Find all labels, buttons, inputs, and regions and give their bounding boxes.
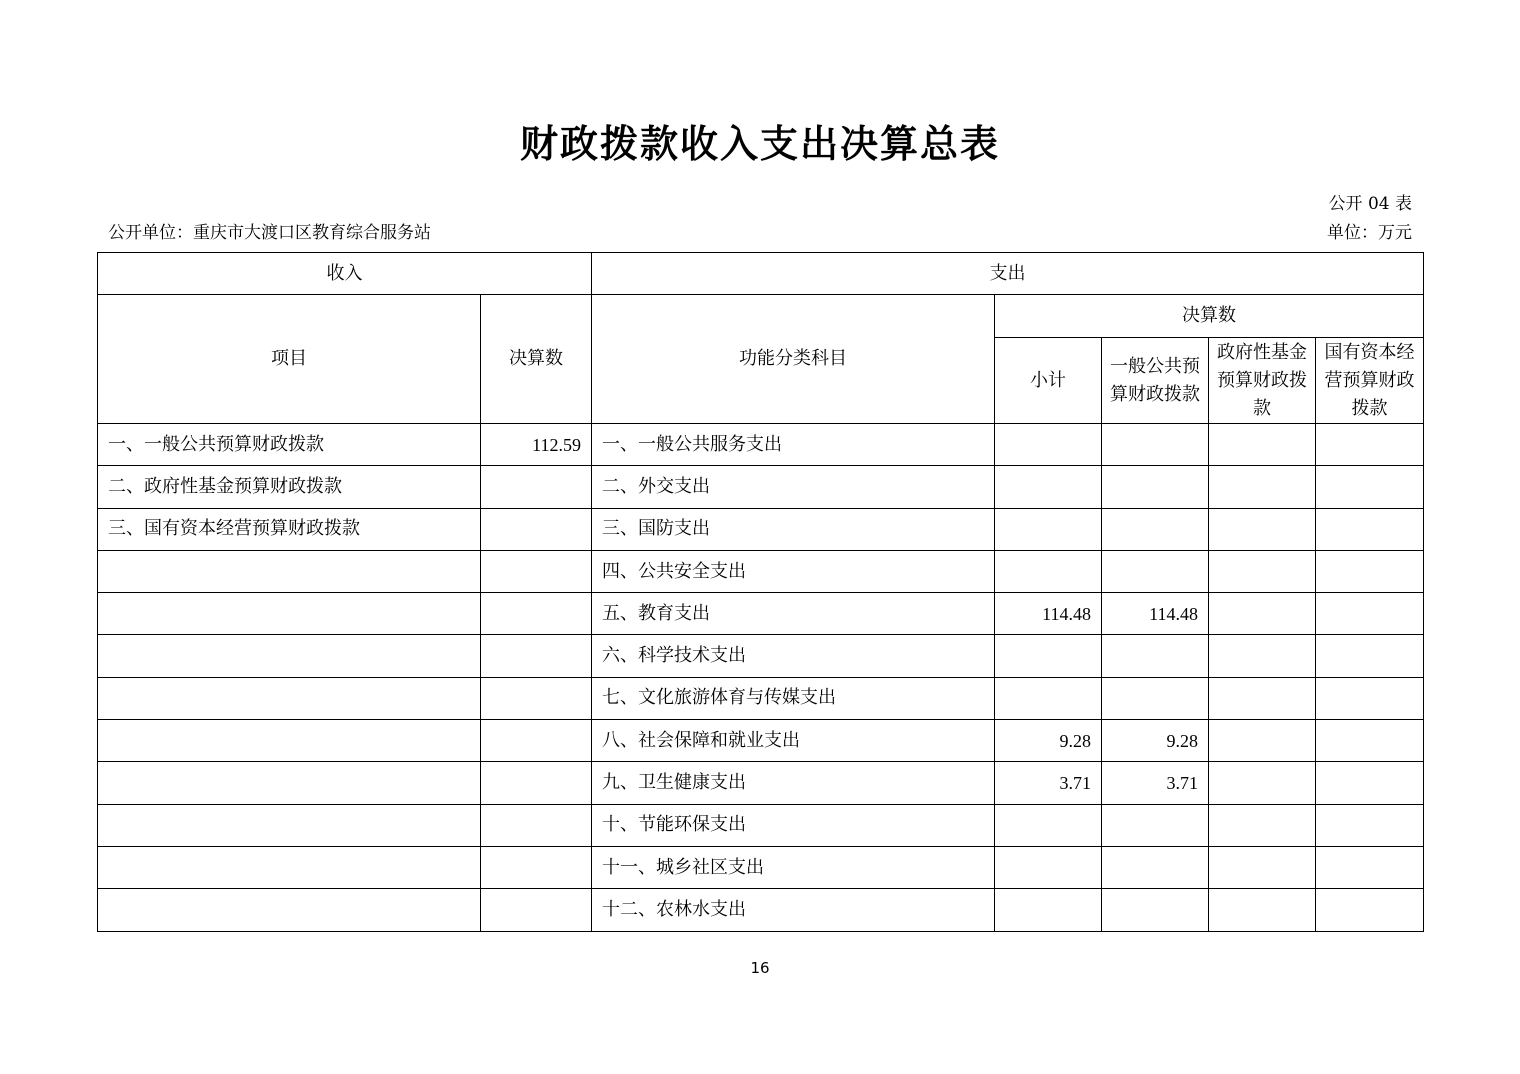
table-body [98,424,1424,932]
table-row [98,762,1424,804]
income-amount-cell [481,720,592,762]
general-budget-cell [1102,424,1209,466]
publishing-unit: 公开单位：重庆市大渡口区教育综合服务站 [108,223,431,243]
income-item-cell [98,762,481,804]
general-budget-cell [1102,677,1209,719]
gov-fund-cell [1209,508,1316,550]
table-row [98,550,1424,592]
expense-item-cell: 十、节能环保支出 [592,804,995,846]
gov-fund-cell [1209,720,1316,762]
general-budget-cell [1102,804,1209,846]
income-item-cell: 二、政府性基金预算财政拨款 [98,466,481,508]
income-item-cell [98,889,481,931]
general-budget-cell [1102,846,1209,888]
income-item-cell: 三、国有资本经营预算财政拨款 [98,508,481,550]
general-budget-cell [1102,889,1209,931]
gov-fund-header: 政府性基金预算财政拨款 [1209,338,1316,424]
expense-item-cell: 七、文化旅游体育与传媒支出 [592,677,995,719]
general-budget-cell [1102,466,1209,508]
table-row [98,424,1424,466]
state-capital-cell [1316,508,1424,550]
table-row [98,846,1424,888]
subtotal-cell [995,635,1102,677]
income-amount-cell [481,635,592,677]
general-budget-cell: 9.28 [1102,720,1209,762]
income-amount-cell [481,677,592,719]
income-amount-cell: 112.59 [481,424,592,466]
state-capital-cell [1316,677,1424,719]
state-capital-cell [1316,846,1424,888]
state-capital-cell [1316,424,1424,466]
subtotal-cell [995,424,1102,466]
expense-final-header: 决算数 [995,295,1424,338]
state-capital-cell [1316,593,1424,635]
gov-fund-cell [1209,635,1316,677]
gov-fund-cell [1209,677,1316,719]
expense-item-cell: 五、教育支出 [592,593,995,635]
form-number: 公开 04 表 [1328,194,1412,214]
subtotal-cell: 3.71 [995,762,1102,804]
income-item-cell [98,846,481,888]
gov-fund-cell [1209,804,1316,846]
subtotal-cell: 114.48 [995,593,1102,635]
general-budget-header: 一般公共预算财政拨款 [1102,338,1209,424]
gov-fund-cell [1209,593,1316,635]
table-row [98,677,1424,719]
expense-item-cell: 九、卫生健康支出 [592,762,995,804]
gov-fund-cell [1209,424,1316,466]
income-amount-cell [481,762,592,804]
income-amount-cell [481,889,592,931]
state-capital-cell [1316,550,1424,592]
state-capital-cell [1316,889,1424,931]
page-number: 16 [750,959,770,977]
table-row [98,889,1424,931]
income-amount-cell [481,593,592,635]
table-row [98,508,1424,550]
subtotal-cell [995,550,1102,592]
income-amount-cell [481,466,592,508]
table-row [98,804,1424,846]
expense-header: 支出 [592,253,1424,295]
table-row [98,593,1424,635]
subtotal-cell: 9.28 [995,720,1102,762]
subtotal-cell [995,508,1102,550]
subtotal-cell [995,889,1102,931]
gov-fund-cell [1209,550,1316,592]
subtotal-cell [995,466,1102,508]
subtotal-header: 小计 [995,338,1102,424]
gov-fund-cell [1209,889,1316,931]
gov-fund-cell [1209,846,1316,888]
income-amount-header: 决算数 [481,295,592,424]
expense-item-cell: 六、科学技术支出 [592,635,995,677]
general-budget-cell: 3.71 [1102,762,1209,804]
subtotal-cell [995,846,1102,888]
expense-item-cell: 十二、农林水支出 [592,889,995,931]
expense-item-cell: 八、社会保障和就业支出 [592,720,995,762]
function-category-header: 功能分类科目 [592,295,995,424]
general-budget-cell [1102,508,1209,550]
table-header [98,253,1424,424]
gov-fund-cell [1209,762,1316,804]
expense-item-cell: 三、国防支出 [592,508,995,550]
income-item-cell [98,677,481,719]
table-row [98,720,1424,762]
income-item-cell [98,593,481,635]
gov-fund-cell [1209,466,1316,508]
state-capital-header: 国有资本经营预算财政拨款 [1316,338,1424,424]
expense-item-cell: 十一、城乡社区支出 [592,846,995,888]
income-amount-cell [481,804,592,846]
table-row [98,466,1424,508]
general-budget-cell: 114.48 [1102,593,1209,635]
item-header: 项目 [98,295,481,424]
income-item-cell: 一、一般公共预算财政拨款 [98,424,481,466]
income-amount-cell [481,550,592,592]
subtotal-cell [995,677,1102,719]
income-amount-cell [481,508,592,550]
fiscal-summary-table [97,252,1424,932]
subtotal-cell [995,804,1102,846]
income-item-cell [98,720,481,762]
income-header: 收入 [98,253,592,295]
income-item-cell [98,635,481,677]
expense-item-cell: 一、一般公共服务支出 [592,424,995,466]
expense-item-cell: 四、公共安全支出 [592,550,995,592]
income-amount-cell [481,846,592,888]
currency-unit: 单位：万元 [1327,223,1412,243]
state-capital-cell [1316,762,1424,804]
income-item-cell [98,804,481,846]
table-row [98,635,1424,677]
expense-item-cell: 二、外交支出 [592,466,995,508]
state-capital-cell [1316,466,1424,508]
page-title: 财政拨款收入支出决算总表 [519,122,1000,166]
general-budget-cell [1102,550,1209,592]
income-item-cell [98,550,481,592]
state-capital-cell [1316,720,1424,762]
state-capital-cell [1316,635,1424,677]
state-capital-cell [1316,804,1424,846]
general-budget-cell [1102,635,1209,677]
